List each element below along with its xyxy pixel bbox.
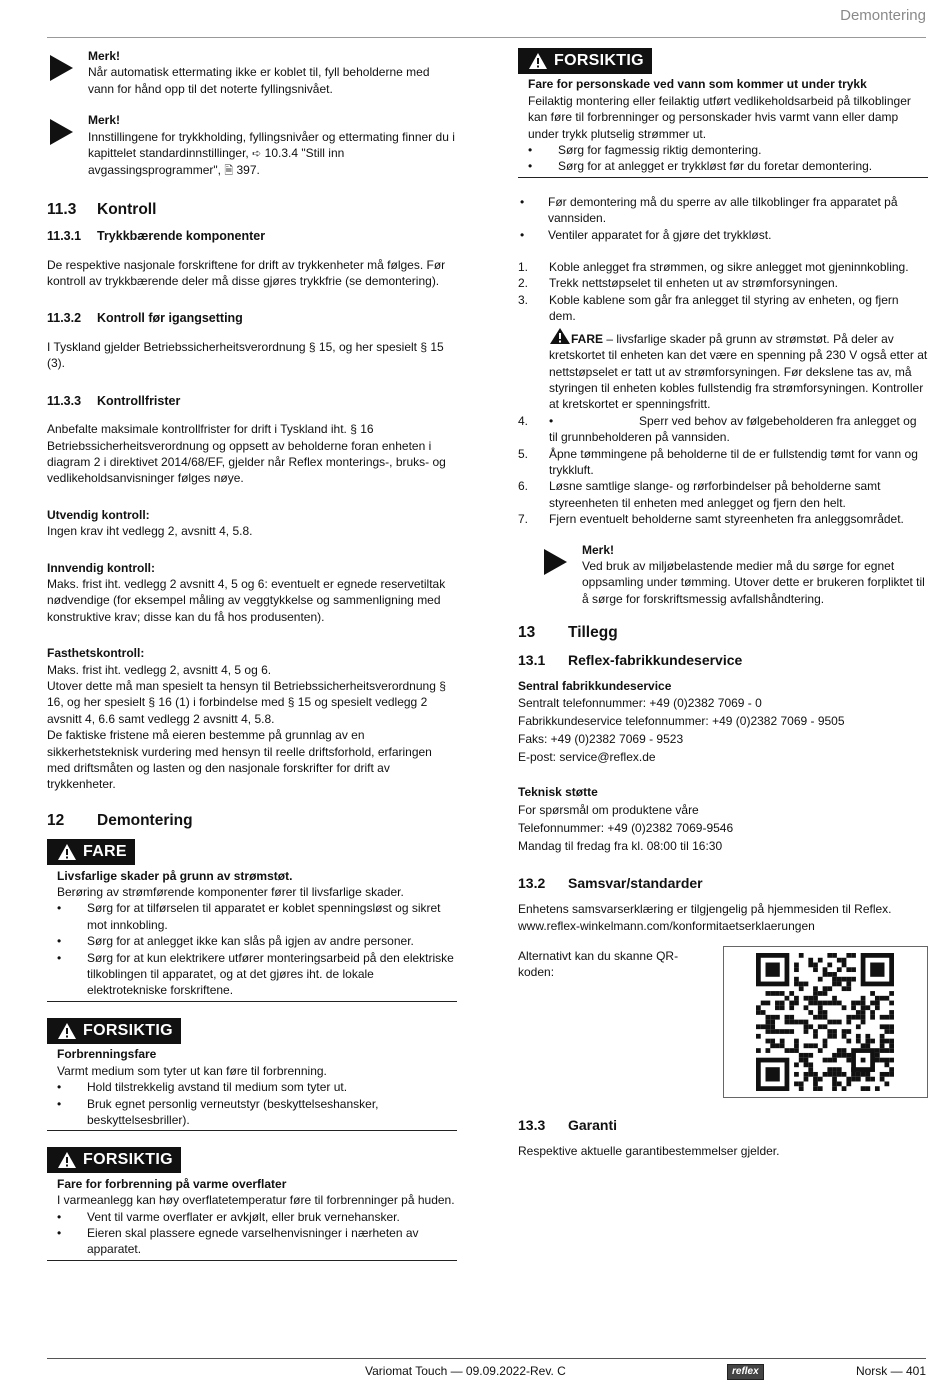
box-title: Livsfarlige skader på grunn av strømstøt. [57, 868, 293, 883]
warning-triangle-icon [57, 1022, 77, 1040]
qr-code-icon[interactable] [756, 953, 894, 1091]
box-title: Forbrenningsfare [57, 1047, 157, 1062]
paragraph: Utover dette må man spesielt ta hensyn til Betriebssicherheitsverordnung § 16, og her spesielt § 16 (1) i forbindelse med § 15 og spesielt vedlegg 2 avsnitt 4, 6.6 samt vedlegg 2 avsnitt 4, 5.8. [47, 678, 446, 726]
section-title: Trykkbærende komponenter [97, 229, 266, 244]
note-block [47, 112, 457, 180]
section-heading-11-3-2 [47, 310, 457, 326]
caution-box [47, 1147, 457, 1260]
step-number: 7. [518, 512, 529, 527]
email-link[interactable]: E-post: service@reflex.de [518, 750, 656, 765]
header-title: Demontering [840, 7, 926, 24]
label-innvendig: Innvendig kontroll: [47, 560, 155, 575]
warning-triangle-icon [528, 52, 548, 70]
step-list [518, 413, 928, 528]
section-heading-13-3 [518, 1117, 928, 1133]
section-heading-12 [47, 813, 457, 829]
section-number: 11.3.3 [47, 393, 82, 408]
warning-triangle-icon [57, 1151, 77, 1169]
page-header [47, 0, 926, 38]
list-item: • Hold tilstrekkelig avstand til medium som tyter ut. [57, 1079, 457, 1095]
section-title: Kontrollfrister [97, 393, 181, 408]
box-text: Varmt medium som tyter ut kan føre til forbrenning. [57, 1063, 327, 1078]
list-item: • Bruk egnet personlig verneutstyr (beskyttelseshansker, beskyttelsesbriller). [57, 1096, 457, 1129]
badge-label: FORSIKTIG [554, 51, 644, 69]
paragraph: Ingen krav iht vedlegg 2, avsnitt 4, 5.8. [47, 524, 253, 539]
warning-triangle-icon [549, 327, 571, 345]
box-text: Berøring av strømførende komponenter fører til livsfarlige skader. [57, 885, 404, 900]
section-heading-11-3-3 [47, 393, 457, 409]
label-support: Teknisk støtte [518, 785, 598, 800]
text-line: Fabrikkundeservice telefonnummer: +49 (0)2382 7069 - 9505 [518, 714, 845, 729]
paragraph: Respektive aktuelle garantibestemmelser gjelder. [518, 1144, 780, 1159]
list-item: • Før demontering må du sperre av alle tilkoblinger fra apparatet på vannsiden. [518, 194, 928, 227]
link-arrow-icon[interactable]: ➪ [252, 148, 262, 161]
section-number: 11.3 [47, 200, 77, 218]
step-number: 1. [518, 260, 529, 275]
bullet-list [57, 900, 457, 998]
paragraph: Enhetens samsvarserklæring er tilgjengelig på hjemmesiden til Reflex. [518, 902, 892, 917]
left-column [47, 48, 457, 1261]
support-lines [518, 801, 928, 855]
box-text: Feilaktig montering eller feilaktig utført vedlikeholdsarbeid på tilkoblinger kan føre til forbrenninger og personskader hvis varmt vann eller damp under trykk plutselig strømmer ut. [528, 93, 911, 141]
list-item: • Sørg for at anlegget ikke kan slås på igjen av andre personer. [57, 933, 457, 949]
pre-step-list [518, 194, 928, 243]
step-bullet: • [549, 413, 554, 428]
warning-label: FARE [571, 331, 604, 346]
section-title: Garanti [568, 1117, 618, 1134]
note-block [541, 542, 928, 608]
section-heading-13-2 [518, 875, 928, 891]
text-line: Sentralt telefonnummer: +49 (0)2382 7069 - 0 [518, 696, 762, 711]
reflex-logo: reflex [727, 1364, 764, 1380]
step-text: Åpne tømmingene på beholderne til de er fullstendig tømt for vann og trykkluft. [549, 446, 918, 477]
step-text: Løsne samtlige slange- og rørforbindelser på beholderne samt styreenheten til enheten med anlegget og fjern den helt. [549, 479, 881, 510]
section-number: 11.3.1 [47, 229, 82, 244]
step-number: 4. [518, 413, 529, 428]
step-item [518, 478, 928, 511]
step-text: Koble anlegget fra strømmen, og sikre anlegget mot gjeninnkobling. [549, 260, 909, 275]
section-number: 13.1 [518, 651, 546, 668]
label-fasthet: Fasthetskontroll: [47, 646, 145, 661]
section-number: 11.3.2 [47, 311, 82, 326]
note-arrow-icon [544, 549, 567, 575]
step-number: 6. [518, 479, 529, 494]
note-text: Ved bruk av miljøbelastende medier må du sørge for egnet oppsamling under tømming. Utover dette er brukeren forpliktet til å sørge for forskriftsmessig avfallshåndtering. [582, 558, 925, 606]
note-text [88, 129, 457, 180]
step-item [518, 511, 928, 527]
section-number: 12 [47, 811, 65, 829]
page-ref-icon[interactable]: 🗎 [224, 165, 234, 178]
step-text: Trekk nettstøpselet til enheten ut av strømforsyningen. [549, 276, 839, 291]
section-title: Reflex-fabrikkundeservice [568, 651, 743, 668]
section-number: 13 [518, 624, 536, 642]
badge-label: FORSIKTIG [83, 1151, 173, 1169]
box-text: I varmeanlegg kan høy overflatetemperatur føre til forbrenninger på huden. [57, 1193, 455, 1208]
step-text: Sperr ved behov av følgebeholderen fra anlegget og til grunnbeholderen på vannsiden. [549, 413, 917, 445]
box-title: Fare for forbrenning på varme overflater [57, 1176, 287, 1191]
text-line: For spørsmål om produktene våre [518, 802, 699, 817]
conformity-link[interactable]: www.reflex-winkelmann.com/konformitaetserklaerungen [518, 918, 815, 933]
warning-text: – livsfarlige skader på grunn av strømstøt. På deler av kretskortet til enheten kan det være en spenning på 230 V også etter at nettstøpselet er tatt ut av strømforsyningen. Før dekslene tas av, må styringen til enheten kobles fullstendig fra strømforsyningen. Kontroller at kretskortet er spenningsfritt. [549, 331, 928, 412]
caution-badge [518, 48, 652, 74]
section-title: Kontroll [97, 200, 157, 218]
paragraph: Maks. frist iht. vedlegg 2 avsnitt 4, 5 og 6: eventuelt er egnede reservetiltak nødvendige (for eksempel måling av veggtykkelse og sammenligning med konstruktive krav; disse kan du få hos produsenten). [47, 576, 446, 624]
step-number: 2. [518, 276, 529, 291]
section-number: 13.3 [518, 1117, 546, 1134]
paragraph: Maks. frist iht. vedlegg 2, avsnitt 4, 5 og 6. [47, 662, 272, 677]
list-item: • Sørg for at anlegget er trykkløst før du foretar demontering. [528, 158, 928, 174]
list-item: • Sørg for at kun elektrikere utfører monteringsarbeid på den elektriske tilkoblingen til apparatet, og at det gjøres iht. de lokale elektrotekniske forskriftene. [57, 950, 457, 999]
note-text: Når automatisk ettermating ikke er koblet til, fyll beholderne med vann for hånd opp til det noterte fyllingsnivået. [88, 65, 430, 96]
right-column [518, 48, 928, 1160]
badge-label: FARE [83, 843, 127, 861]
danger-badge [47, 839, 135, 865]
label-service: Sentral fabrikkundeservice [518, 679, 672, 693]
footer-doc-info: Variomat Touch — 09.09.2022-Rev. C [365, 1364, 566, 1378]
list-item: • Sørg for fagmessig riktig demontering. [528, 142, 928, 158]
bullet-list [57, 1079, 457, 1128]
list-item: • Ventiler apparatet for å gjøre det trykkløst. [518, 227, 928, 243]
text-line: Mandag til fredag fra kl. 08:00 til 16:30 [518, 838, 723, 853]
bullet-list [57, 1209, 457, 1258]
note-text-part: Innstillingene for trykkholding, fyllingsnivåer og ettermating finner du i kapittelet standardinnstillinger, [88, 129, 455, 161]
step-warning [518, 327, 928, 413]
section-title: Tillegg [568, 624, 618, 642]
section-heading-11-3-1 [47, 228, 457, 244]
caution-box [518, 48, 928, 178]
step-number: 3. [518, 292, 529, 307]
step-text: Fjern eventuelt beholderne samt styreenheten fra anleggsområdet. [549, 512, 904, 527]
note-block [47, 48, 457, 97]
box-title: Fare for personskade ved vann som kommer ut under trykk [528, 77, 867, 92]
label-utvendig: Utvendig kontroll: [47, 507, 150, 522]
step-item [518, 259, 928, 275]
paragraph: De faktiske fristene må eieren bestemme på grunnlag av en sikkerhetsteknisk vurdering med hensyn til reelle driftsforhold, erfaringen med driftsmåten og lasten og den nasjonale forskrifter for drift av trykkenheter. [47, 728, 432, 792]
note-arrow-icon [50, 119, 73, 145]
section-title: Kontroll før igangsetting [97, 311, 243, 326]
caution-badge [47, 1147, 181, 1173]
step-item [518, 446, 928, 479]
list-item: • Eieren skal plassere egnede varselhenvisninger i nærheten av apparatet. [57, 1225, 457, 1258]
note-title: Merk! [582, 542, 615, 557]
step-item [518, 292, 928, 325]
caution-badge [47, 1018, 181, 1044]
step-item [518, 275, 928, 291]
note-arrow-icon [50, 55, 73, 81]
note-title: Merk! [88, 49, 121, 63]
step-item [518, 413, 928, 446]
step-text: Koble kablene som går fra anlegget til styring av enheten, og fjern dem. [549, 292, 899, 324]
qr-frame [723, 946, 928, 1098]
section-number: 13.2 [518, 874, 546, 891]
caution-box [47, 1018, 457, 1131]
section-heading-13-1 [518, 652, 928, 668]
list-item: • Vent til varme overflater er avkjølt, eller bruk vernehansker. [57, 1209, 457, 1225]
text-line: Faks: +49 (0)2382 7069 - 9523 [518, 732, 684, 747]
qr-caption: Alternativt kan du skanne QR-koden: [518, 949, 679, 980]
section-title: Samsvar/standarder [568, 874, 703, 891]
section-heading-13 [518, 625, 928, 641]
section-title: Demontering [97, 811, 193, 829]
bullet-list [528, 142, 928, 175]
service-lines [518, 694, 928, 766]
badge-label: FORSIKTIG [83, 1021, 173, 1039]
page-footer [47, 1358, 926, 1387]
text-line: Telefonnummer: +49 (0)2382 7069-9546 [518, 820, 734, 835]
warning-triangle-icon [57, 843, 77, 861]
note-title: Merk! [88, 113, 121, 128]
paragraph: Anbefalte maksimale kontrollfrister for drift i Tyskland iht. § 16 Betriebssicherheitsverordnung og oppsett av beholderne foran enheten i diagram 2 i direktivet 2014/68/EF, gjelder når Reflex monterings-, bruks- og vedlikeholdsanvisninger følges nøye. [47, 422, 446, 486]
list-item: • Sørg for at tilførselen til apparatet er koblet spenningsløst og sikret mot innkobling. [57, 900, 457, 933]
danger-box [47, 839, 457, 1002]
step-number: 5. [518, 446, 529, 461]
section-heading-11-3 [47, 202, 457, 218]
paragraph: I Tyskland gjelder Betriebssicherheitsverordnung § 15, og her spesielt § 15 (3). [47, 339, 444, 371]
note-text-part: 397. [233, 163, 260, 178]
note-text-part: 10.3.4 "Still inn avgassingsprogrammer", [88, 146, 345, 178]
step-list [518, 259, 928, 325]
qr-section [518, 946, 928, 1101]
paragraph: De respektive nasjonale forskriftene for drift av trykkenheter må følges. Før kontroll av trykkbærende deler må disse gjøres trykkfrie (se demontering). [47, 257, 446, 289]
footer-page-number: Norsk — 401 [855, 1364, 926, 1378]
